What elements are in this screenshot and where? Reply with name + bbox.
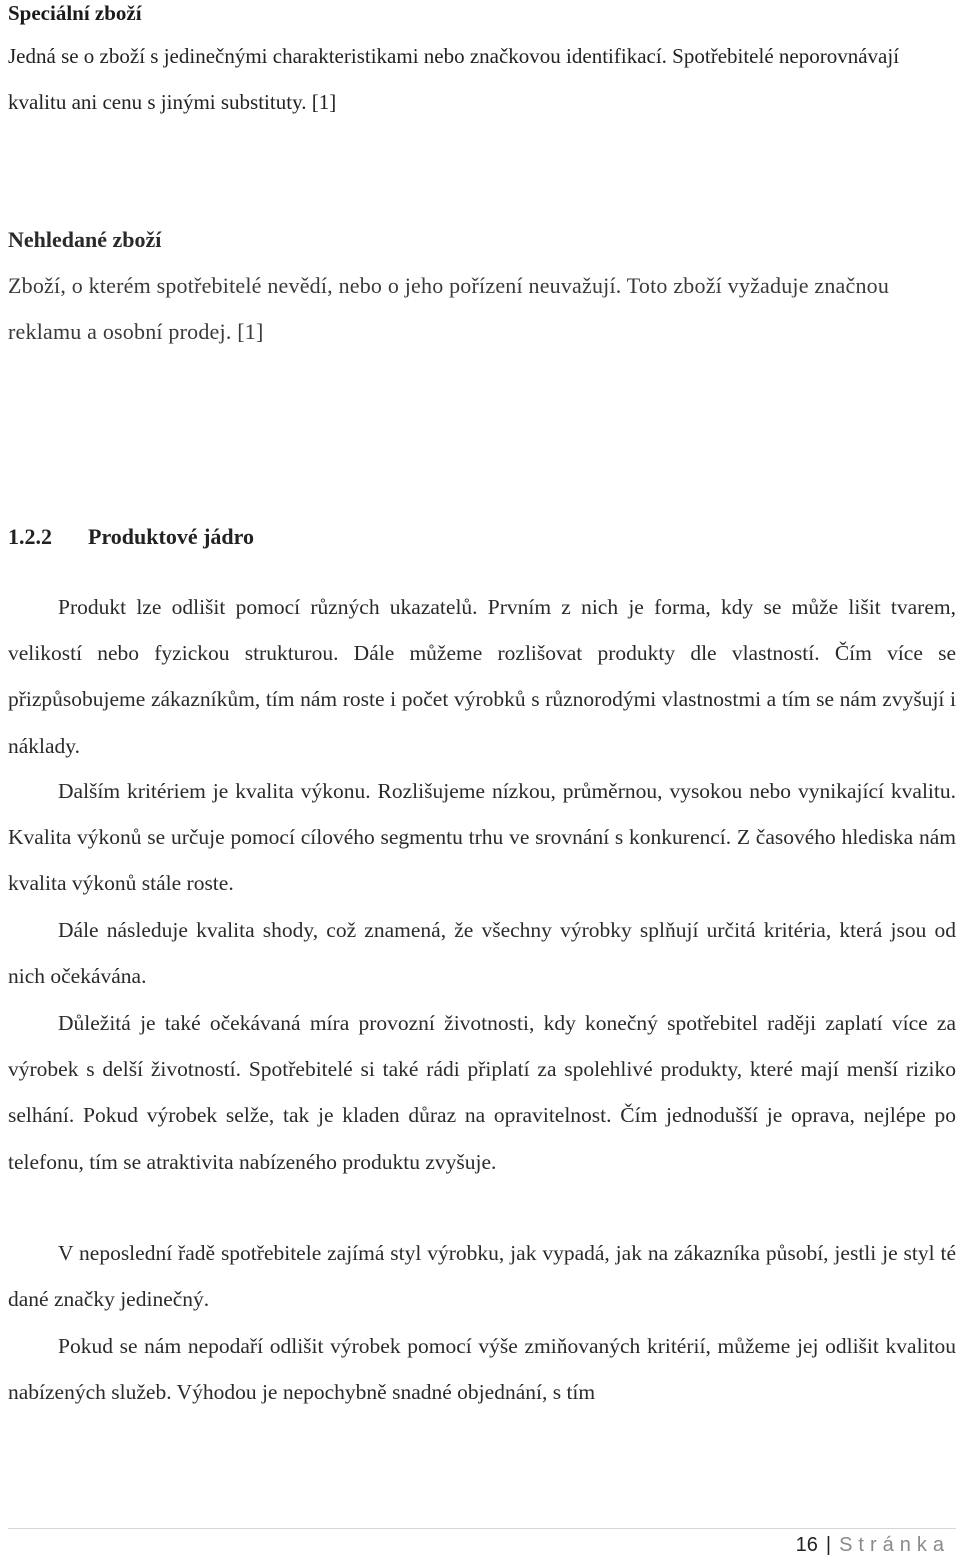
- heading-special-goods: Speciální zboží: [8, 1, 142, 25]
- footer-separator: |: [825, 1534, 832, 1556]
- heading-unsought-goods: Nehledané zboží: [8, 227, 162, 252]
- paragraph-form-text: Produkt lze odlišit pomocí různých ukazatelů. Prvním z nich je forma, kdy se může lišit tvarem, velikostí nebo fyzickou strukturou. Dále můžeme rozlišovat produkty dle vlastností. Čím více se přizpůsobujeme zákazníkům, tím nám roste i počet výrobků s různorodými vlastnostmi a tím se nám zvyšují i náklady.: [8, 595, 956, 758]
- paragraph-conformance-quality: [8, 907, 956, 999]
- paragraph-special-goods: Jedná se o zboží s jedinečnými charakteristikami nebo značkovou identifikací. Spotřebitelé neporovnávají kvalitu ani cenu s jinými substituty. [1]: [8, 44, 900, 114]
- footer-divider: [8, 1528, 956, 1529]
- paragraph-durability: [8, 1000, 956, 1185]
- paragraph-style: [8, 1230, 956, 1322]
- paragraph-durability-text: Důležitá je také očekávaná míra provozní životnosti, kdy konečný spotřebitel raději zaplatí více za výrobek s delší životností. Spotřebitelé si také rádi připlatí za spolehlivé produkty, které mají menší riziko selhání. Pokud výrobek selže, tak je kladen důraz na opravitelnost. Čím jednodušší je oprava, nejlépe po telefonu, tím se atraktivita nabízeného produktu zvyšuje.: [8, 1011, 956, 1174]
- paragraph-performance-quality: [8, 768, 956, 906]
- page-footer: [796, 1530, 950, 1560]
- paragraph-unsought-goods: Zboží, o kterém spotřebitelé nevědí, nebo o jeho pořízení neuvažují. Toto zboží vyžaduje značnou reklamu a osobní prodej. [1]: [8, 273, 890, 344]
- chapter-heading: [8, 522, 254, 552]
- paragraph-services-text: Pokud se nám nepodaří odlišit výrobek pomocí výše zmiňovaných kritérií, můžeme jej odlišit kvalitou nabízených služeb. Výhodou je nepochybně snadné objednání, s tím: [8, 1334, 956, 1404]
- paragraph-conformance-quality-text: Dále následuje kvalita shody, což znamená, že všechny výrobky splňují určitá kritéria, která jsou od nich očekávána.: [8, 918, 956, 988]
- footer-label: Stránka: [839, 1534, 950, 1556]
- page-number: 16: [795, 1534, 818, 1556]
- chapter-number: 1.2.2: [8, 524, 52, 549]
- paragraph-form: [8, 584, 956, 769]
- paragraph-style-text: V neposlední řadě spotřebitele zajímá styl výrobku, jak vypadá, jak na zákazníka působí, jestli je styl té dané značky jedinečný.: [8, 1241, 956, 1311]
- chapter-title: Produktové jádro: [88, 524, 255, 549]
- paragraph-services: [8, 1323, 956, 1415]
- paragraph-performance-quality-text: Dalším kritériem je kvalita výkonu. Rozlišujeme nízkou, průměrnou, vysokou nebo vynikající kvalitu. Kvalita výkonů se určuje pomocí cílového segmentu trhu ve srovnání s konkurencí. Z časového hlediska nám kvalita výkonů stále roste.: [8, 779, 956, 895]
